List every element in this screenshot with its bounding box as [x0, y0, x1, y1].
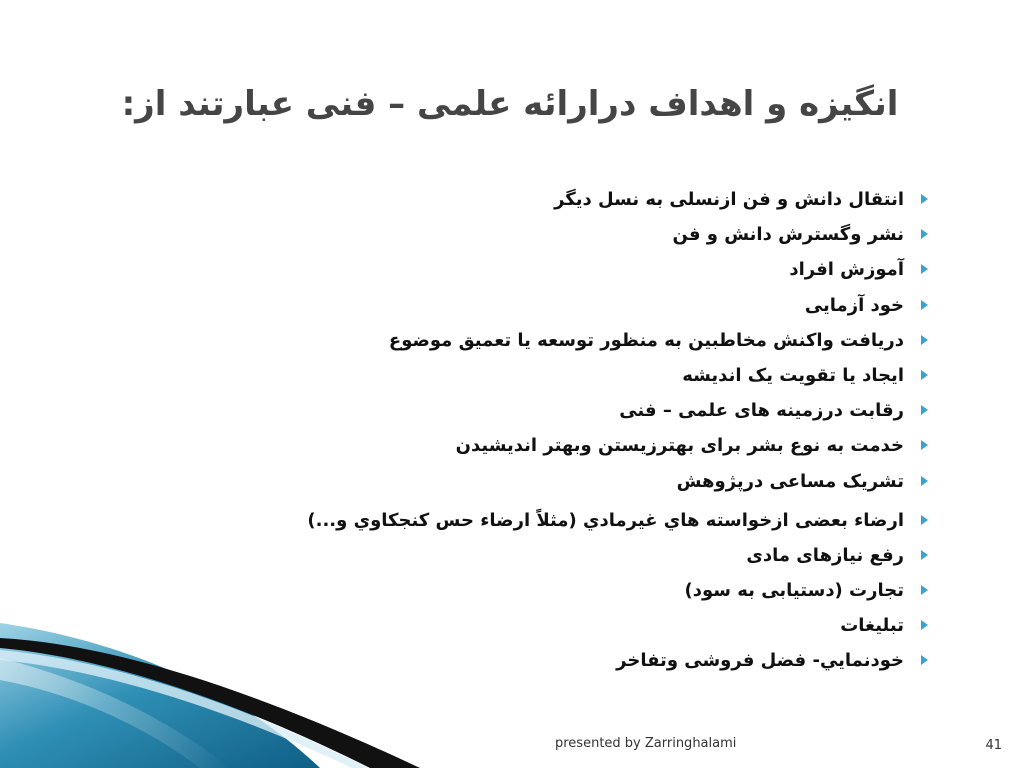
- bullet-item: [288, 217, 928, 252]
- bullet-arrow-icon: [921, 335, 928, 345]
- bullet-arrow-icon: [921, 194, 928, 204]
- bullet-text: نشر وگسترش دانش و فن: [672, 224, 904, 246]
- bullet-text: رقابت درزمینه های علمی – فنی: [619, 400, 904, 422]
- bullet-item: [288, 503, 928, 538]
- bullet-arrow-icon: [921, 440, 928, 450]
- bullet-text: تبلیغات: [840, 615, 904, 637]
- bullet-text: خدمت به نوع بشر برای بهترزیستن وبهتر اندیشیدن: [455, 435, 904, 457]
- bullet-arrow-icon: [921, 229, 928, 239]
- bullet-list: [288, 182, 928, 679]
- bullet-arrow-icon: [921, 620, 928, 630]
- bullet-item: [288, 428, 928, 463]
- bullet-text: خود آزمایی: [804, 294, 904, 316]
- bullet-item: [288, 323, 928, 358]
- bullet-item: [288, 538, 928, 573]
- bullet-text: آموزش افراد: [789, 259, 904, 281]
- bullet-arrow-icon: [921, 476, 928, 486]
- bullet-text: خودنمايي- فضل فروشی وتفاخر: [616, 650, 904, 672]
- slide-title: انگیزه و اهداف درارائه علمی – فنی عبارتند از:: [121, 84, 899, 124]
- bullet-arrow-icon: [921, 515, 928, 525]
- bullet-item: [288, 288, 928, 323]
- bullet-item: [288, 573, 928, 608]
- bullet-text: ارضاء بعضی ازخواسته هاي غيرمادي (مثلاً ارضاء حس كنجكاوي و...): [307, 509, 904, 531]
- bullet-arrow-icon: [921, 550, 928, 560]
- bullet-item: [288, 182, 928, 217]
- bullet-text: انتقال دانش و فن ازنسلی به نسل دیگر: [554, 189, 904, 210]
- bullet-item: [288, 252, 928, 287]
- bullet-arrow-icon: [921, 370, 928, 380]
- bullet-text: دریافت واکنش مخاطبین به منظور توسعه یا تعمیق موضوع: [388, 329, 904, 351]
- bullet-text: رفع نیازهای مادی: [746, 544, 904, 566]
- bullet-arrow-icon: [921, 655, 928, 665]
- bullet-item: [288, 393, 928, 428]
- bullet-item: [288, 464, 928, 499]
- bullet-arrow-icon: [921, 405, 928, 415]
- page-number: 41: [985, 738, 1002, 753]
- bullet-arrow-icon: [921, 264, 928, 274]
- bullet-text: تشریک مساعی درپژوهش: [676, 470, 904, 492]
- bullet-text: ایجاد یا تقویت یک اندیشه: [682, 364, 904, 386]
- corner-wave-decoration: [0, 618, 420, 768]
- bullet-arrow-icon: [921, 585, 928, 595]
- bullet-text: تجارت (دستیابی به سود): [684, 580, 904, 602]
- bullet-arrow-icon: [921, 300, 928, 310]
- footer-text: presented by Zarringhalami: [555, 736, 737, 751]
- bullet-item: [288, 358, 928, 393]
